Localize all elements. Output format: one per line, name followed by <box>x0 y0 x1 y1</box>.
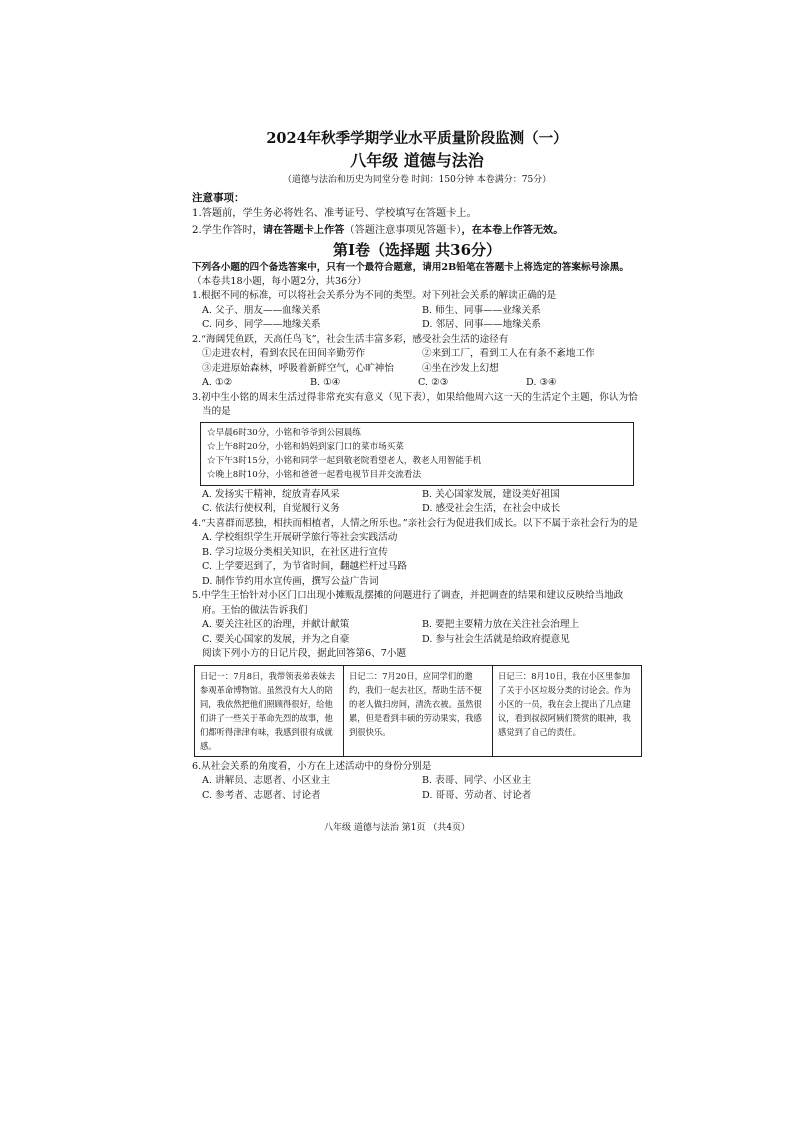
q1-option-b: B. 师生、同事——业缘关系 <box>422 304 541 316</box>
question-4 <box>192 517 642 590</box>
q3-schedule-line: ☆晚上8时10分，小铭和爸爸一起看电视节目并交流看法 <box>207 469 422 480</box>
q6-options-row1 <box>192 774 642 789</box>
q2-option-a: A. ①② <box>202 377 233 388</box>
q3-schedule-box <box>200 422 634 486</box>
q5-option-a: A. 要关注社区的治理，并献计献策 <box>202 619 350 630</box>
notes-item-2-end: ，在本卷上作答无效。 <box>461 224 564 236</box>
q3-options-row2 <box>192 502 642 517</box>
q6-stem: 6.从社会关系的角度看，小方在上述活动中的身份分别是 <box>192 760 432 772</box>
q6-options-row2 <box>192 789 642 804</box>
q6-option-a: A. 讲解员、志愿者、小区业主 <box>202 775 331 786</box>
q2-statement-4: ④坐在沙发上幻想 <box>422 362 499 374</box>
q3-schedule-line: ☆下午3时15分，小铭和同学一起到敬老院看望老人，教老人用智能手机 <box>207 455 482 466</box>
q3-schedule-line: ☆早晨6时30分，小铭和爷爷到公园晨练 <box>207 427 361 438</box>
q1-options-row2 <box>192 318 642 333</box>
q2-statement-1: ①走进农村，看到农民在田间辛勤劳作 <box>202 348 366 359</box>
question-3 <box>192 391 642 517</box>
q5-option-c: C. 要关心国家的发展，并为之自豪 <box>202 633 350 645</box>
diary-entry-3: 日记三：8月10日，我在小区里参加了关于小区垃圾分类的讨论会。作为小区的一员，我在会上提出了几点建议，看到叔叔阿姨们赞赏的眼神，我感觉到了自己的责任。 <box>492 666 641 756</box>
part1-title: 第Ⅰ卷（选择题 共36分） <box>332 241 502 259</box>
q3-option-a: A. 发扬实干精神，绽放青春风采 <box>202 488 340 500</box>
q1-option-d: D. 邻居、同事——地缘关系 <box>422 319 541 330</box>
q2-option-b: B. ①④ <box>310 377 341 388</box>
q1-option-a: A. 父子、朋友——血缘关系 <box>202 304 321 316</box>
q6-option-b: B. 表哥、同学、小区业主 <box>422 775 532 786</box>
notes-item-2-bold: 请在答题卡上作答 <box>262 224 345 236</box>
q6-option-d: D. 哥哥、劳动者、讨论者 <box>422 789 532 801</box>
part1-instruction-note: （本卷共18小题，每小题2分，共36分） <box>192 276 367 287</box>
q1-option-c: C. 同乡、同学——地缘关系 <box>202 319 321 330</box>
diary-entry-2: 日记二：7月20日，应同学们的邀约，我们一起去社区，帮助生活不便的老人做扫房间，清洗衣被。虽然很累，但是看到丰硕的劳动果实，我感到很快乐。 <box>343 666 492 756</box>
q5-option-d: D. 参与社会生活就是给政府提意见 <box>422 633 570 645</box>
q5-stem: 5.中学生王怡针对小区门口出现小摊贩乱摆摊的问题进行了调查，并把调查的结果和建议反映给当地政府。王怡的做法告诉我们 <box>192 590 624 616</box>
question-5 <box>192 589 642 647</box>
q4-stem: 4.“夫喜群而恶独，相扶而相植者，人情之所乐也。”亲社会行为促进我们成长。以下不属于亲社会行为的是 <box>192 517 638 529</box>
part1-instruction-text: 下列各小题的四个备选答案中，只有一个最符合题意，请用2B铅笔在答题卡上将选定的答案标号涂黑。 <box>192 262 629 273</box>
notes-item-2-mid: （答题注意事项见答题卡） <box>344 225 462 236</box>
question-6 <box>192 760 642 804</box>
q2-statements-row2 <box>192 362 642 377</box>
question-1 <box>192 289 642 333</box>
q2-option-c: C. ②③ <box>418 377 449 388</box>
q5-option-b: B. 要把主要精力放在关注社会治理上 <box>422 619 580 630</box>
q4-option-b: B. 学习垃圾分类相关知识，在社区进行宣传 <box>202 546 388 558</box>
q2-option-d: D. ③④ <box>526 377 557 388</box>
q3-option-c: C. 依法行使权利，自觉履行义务 <box>202 503 340 514</box>
diary-entry-1: 日记一：7月8日，我带领表弟表妹去参观革命博物馆。虽然没有大人的陪同，我依然把他们照顾得很好，给他们讲了一些关于革命先烈的故事，他们都听得津津有味，我感到很有成就感。 <box>200 670 336 751</box>
exam-info: （道德与法治和历史为同堂分卷 时间：150分钟 本卷满分：75分） <box>282 175 552 185</box>
q6-option-c: C. 参考者、志愿者、讨论者 <box>202 789 321 801</box>
q3-option-b: B. 关心国家发展，建设美好祖国 <box>422 488 560 500</box>
question-2 <box>192 333 642 391</box>
q3-options-row1 <box>192 488 642 503</box>
q5-options-row1 <box>192 618 642 633</box>
exam-title: 2024年秋季学期学业水平质量阶段监测（一） <box>266 130 568 147</box>
q3-stem: 3.初中生小铭的周末生活过得非常充实有意义（见下表），如果给他周六这一天的生活定个主题，你认为恰当的是 <box>192 391 638 417</box>
q4-option-a: A. 学校组织学生开展研学旅行等社会实践活动 <box>202 532 398 543</box>
notes-item-1: 1.答题前，学生务必将姓名、准考证号、学校填写在答题卡上。 <box>192 208 477 219</box>
exam-subtitle: 八年级 道德与法治 <box>350 151 484 170</box>
reading-intro: 阅读下列小方的日记片段，据此回答第6、7小题 <box>202 648 407 659</box>
q2-statement-2: ②来到工厂，看到工人在有条不紊地工作 <box>422 348 595 359</box>
page-footer: 八年级 道德与法治 第1页 （共4页） <box>323 823 471 833</box>
q1-stem: 1.根据不同的标准，可以将社会关系分为不同的类型。对下列社会关系的解读正确的是 <box>192 290 557 301</box>
q2-stem: 2.“海阔凭鱼跃，天高任鸟飞”，社会生活丰富多彩，感受社会生活的途径有 <box>192 333 509 345</box>
q5-options-row2 <box>192 633 642 648</box>
page-content <box>192 128 642 803</box>
notes-heading: 注意事项： <box>192 192 245 204</box>
notes-item-2 <box>192 222 642 239</box>
q4-option-d: D. 制作节约用水宣传画，撰写公益广告词 <box>202 575 379 587</box>
q2-statements-row1 <box>192 347 642 362</box>
q3-option-d: D. 感受社会生活，在社会中成长 <box>422 503 561 514</box>
q1-options-row1 <box>192 304 642 319</box>
diary-table <box>194 665 642 757</box>
q3-schedule-line: ☆上午8时20分，小铭和妈妈到家门口的菜市场买菜 <box>207 441 404 452</box>
part1-instruction <box>192 261 642 289</box>
q2-statement-3: ③走进原始森林，呼吸着新鲜空气，心旷神怡 <box>202 362 394 374</box>
notes-item-2-start: 2.学生作答时， <box>192 225 263 236</box>
q4-option-c: C. 上学要迟到了，为节省时间，翻越栏杆过马路 <box>202 561 407 572</box>
q2-options <box>192 376 642 391</box>
